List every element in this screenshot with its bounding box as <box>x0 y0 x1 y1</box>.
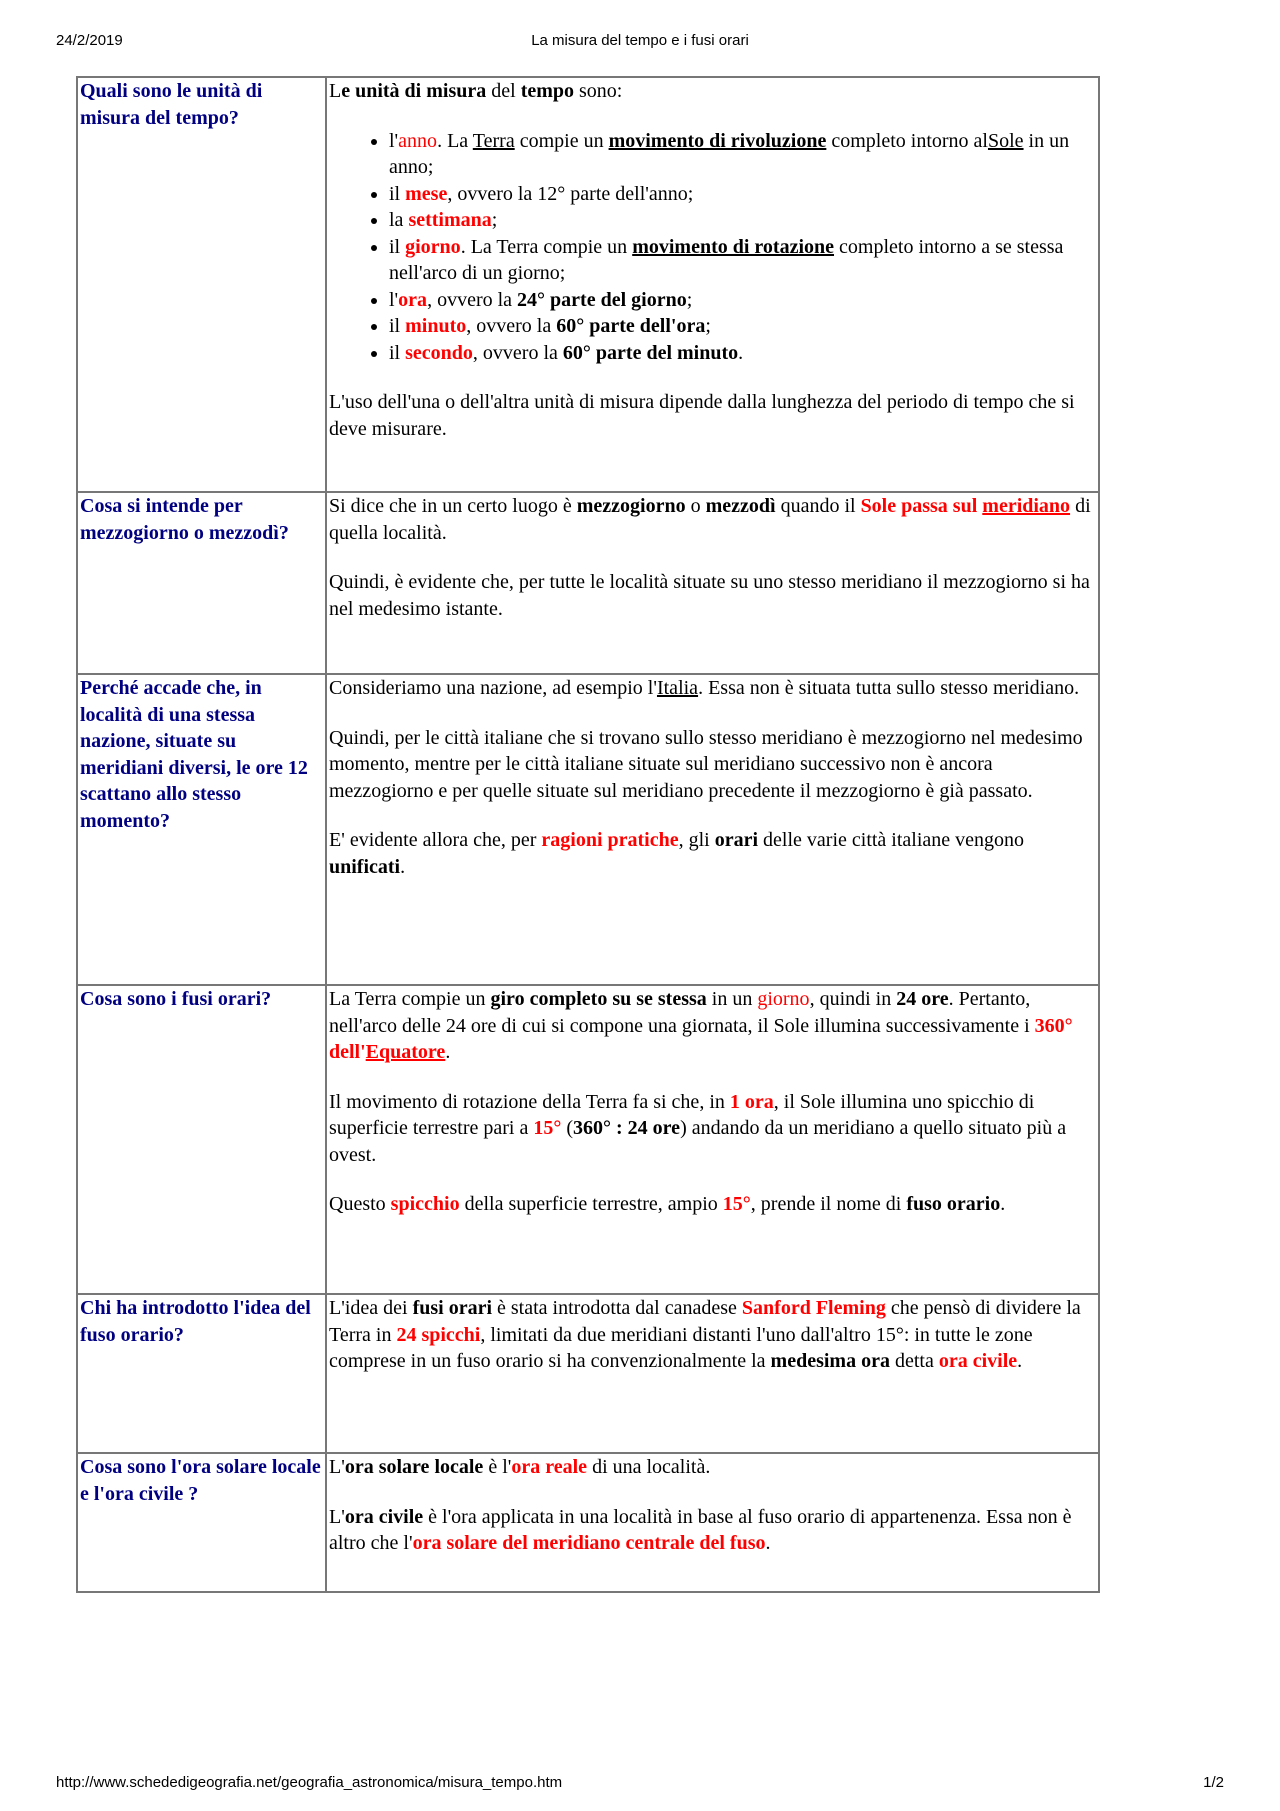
text-segment: Il movimento di rotazione della Terra fa si che, in <box>329 1090 730 1113</box>
table-row <box>77 1294 1099 1453</box>
text-segment: 24° parte del giorno <box>517 288 687 311</box>
link-text[interactable]: Sole <box>987 129 1024 152</box>
paragraph <box>329 1089 1096 1169</box>
text-segment: ora solare locale <box>344 1456 484 1478</box>
text-segment: , ovvero la <box>472 341 563 364</box>
text-segment: ; <box>491 209 498 231</box>
paragraph <box>329 569 1096 622</box>
paragraph <box>329 827 1096 880</box>
paragraph <box>329 1295 1096 1375</box>
answer-cell <box>326 1453 1099 1592</box>
link-text[interactable]: movimento di rotazione <box>632 235 835 258</box>
question-cell: Cosa sono i fusi orari? <box>77 985 326 1294</box>
list-item <box>389 181 1096 208</box>
text-segment: l' <box>389 288 399 311</box>
text-segment: è stata introdotta dal canadese <box>492 1297 742 1319</box>
bullet-list <box>329 128 1096 367</box>
text-segment: , ovvero la 12° parte dell'anno; <box>447 182 694 205</box>
text-segment: ora civile <box>344 1505 424 1528</box>
text-segment: minuto <box>405 315 467 337</box>
text-segment: compie un <box>514 129 609 152</box>
text-segment: Questo <box>329 1193 391 1215</box>
text-segment: il <box>389 341 406 364</box>
link-text[interactable]: Terra <box>472 129 515 152</box>
text-segment: ora <box>398 288 428 311</box>
text-segment: ora reale <box>511 1456 588 1478</box>
text-segment: ( <box>561 1117 573 1139</box>
text-segment: o <box>685 495 706 517</box>
paragraph <box>329 1504 1096 1557</box>
text-segment: Sole passa sul <box>860 495 983 517</box>
list-item <box>389 207 1096 234</box>
text-segment: secondo <box>405 341 473 364</box>
text-segment: E' evidente allora che, per <box>329 829 542 851</box>
text-segment: 24 spicchi <box>396 1323 481 1346</box>
text-segment: , prende il nome di <box>750 1193 907 1215</box>
text-segment: 360° : 24 ore <box>573 1117 681 1139</box>
table-row <box>77 674 1099 985</box>
list-item <box>389 128 1096 181</box>
text-segment: la <box>389 209 409 231</box>
paragraph <box>329 493 1096 546</box>
page-url: http://www.schededigeografia.net/geografia_astronomica/misura_tempo.htm <box>56 1774 563 1791</box>
text-segment: 60° parte dell'ora <box>556 315 706 337</box>
text-segment: , il Sole illumina uno spicchio di superficie terrestre pari a <box>329 1090 1035 1139</box>
text-segment: Quindi, per le città italiane che si trovano sullo stesso meridiano è mezzogiorno nel medesimo momento, mentre per le città italiane situate sul meridiano successivo non è ancora mezzogiorno e per quelle situate sul meridiano precedente il mezzogiorno è già passato. <box>329 726 1083 802</box>
text-segment: . <box>1000 1193 1006 1215</box>
paragraph <box>329 986 1096 1066</box>
answer-cell <box>326 1294 1099 1453</box>
text-segment: Quindi, è evidente che, per tutte le località situate su uno stesso meridiano il mezzogiorno si ha nel medesimo istante. <box>329 571 1090 620</box>
text-segment: che pensò di dividere la Terra in <box>329 1297 1081 1346</box>
link-text[interactable]: Italia <box>656 677 699 699</box>
print-date: 24/2/2019 <box>56 32 123 49</box>
text-segment: ; <box>705 315 711 337</box>
link-text[interactable]: meridiano <box>982 495 1071 517</box>
text-segment: delle varie città italiane vengono <box>758 829 1025 851</box>
question-cell: Perché accade che, in località di una stessa nazione, situate su meridiani diversi, le ore 12 scattano allo stesso momento? <box>77 674 326 985</box>
page-number: 1/2 <box>1203 1774 1224 1791</box>
table-row <box>77 1453 1099 1592</box>
text-segment: . Essa non è situata tutta sullo stesso meridiano. <box>698 677 1080 699</box>
text-segment: L'idea dei <box>329 1297 413 1319</box>
text-segment: 15° <box>722 1193 751 1215</box>
text-segment: 1 ora <box>729 1090 774 1113</box>
answer-cell <box>326 674 1099 985</box>
answer-cell <box>326 492 1099 674</box>
text-segment: settimana <box>408 209 492 231</box>
list-item <box>389 234 1096 287</box>
text-segment: mese <box>405 182 448 205</box>
text-segment: 15° <box>533 1117 562 1139</box>
text-segment: il <box>389 182 406 205</box>
text-segment: giorno <box>757 988 810 1010</box>
paragraph <box>329 675 1096 702</box>
text-segment: ; <box>686 288 693 311</box>
text-segment: detta <box>889 1350 939 1372</box>
answer-cell <box>326 77 1099 492</box>
text-segment: Sanford Fleming <box>741 1297 886 1319</box>
text-segment: fuso orario <box>906 1193 1001 1215</box>
text-segment: è l' <box>483 1456 512 1478</box>
text-segment: . La <box>437 129 473 152</box>
text-segment: è l'ora applicata in una località in base al fuso orario di appartenenza. Essa non è altro che l' <box>329 1505 1072 1554</box>
text-segment: 60° parte del minuto <box>562 341 739 364</box>
text-segment: L <box>329 80 342 102</box>
text-segment: L' <box>329 1456 345 1478</box>
text-segment: medesima ora <box>770 1350 890 1372</box>
text-segment: orari <box>714 829 759 851</box>
paragraph <box>329 725 1096 805</box>
text-segment: l' <box>389 129 399 152</box>
text-segment: La Terra compie un <box>329 988 491 1010</box>
text-segment: , quindi in <box>809 988 897 1010</box>
text-segment: . Pertanto, nell'arco delle 24 ore di cui si compone una giornata, il Sole illumina successivamente i <box>329 988 1035 1037</box>
text-segment: , limitati da due meridiani distanti l'uno dall'altro 15°: in tutte le zone comprese in un fuso orario si ha convenzionalmente la <box>329 1323 1033 1372</box>
paragraph <box>329 1454 1096 1481</box>
text-segment: tempo <box>520 80 575 102</box>
text-segment: e unità di misura <box>341 80 487 102</box>
page-title: La misura del tempo e i fusi orari <box>531 32 749 49</box>
link-text[interactable]: movimento di rivoluzione <box>608 129 827 152</box>
list-item <box>389 313 1096 340</box>
text-segment: in un <box>706 988 758 1010</box>
table-row <box>77 985 1099 1294</box>
text-segment: . <box>738 341 744 364</box>
text-segment: 360° dell' <box>329 1014 1073 1063</box>
text-segment: mezzodì <box>705 495 776 517</box>
text-segment: ora solare del meridiano centrale del fuso <box>412 1532 766 1554</box>
text-segment: del <box>486 80 521 102</box>
text-segment: , gli <box>678 829 715 851</box>
text-segment: fusi orari <box>412 1297 493 1319</box>
answer-cell <box>326 985 1099 1294</box>
table-row <box>77 77 1099 492</box>
text-segment: . <box>445 1041 451 1063</box>
text-segment: giorno <box>405 235 461 258</box>
text-segment: , ovvero la <box>466 315 557 337</box>
text-segment: il <box>389 315 406 337</box>
paragraph <box>329 1191 1096 1218</box>
text-segment: il <box>389 235 406 258</box>
text-segment: della superficie terrestre, ampio <box>459 1193 723 1215</box>
text-segment: completo intorno a se stessa nell'arco di un giorno; <box>389 235 1064 284</box>
text-segment: anno <box>398 129 438 152</box>
qa-table <box>76 76 1100 1593</box>
text-segment: , ovvero la <box>427 288 518 311</box>
text-segment: unificati <box>329 855 401 878</box>
text-segment: . La Terra compie un <box>460 235 633 258</box>
list-item <box>389 287 1096 314</box>
question-cell: Cosa si intende per mezzogiorno o mezzodì? <box>77 492 326 674</box>
text-segment: di quella località. <box>329 495 1091 544</box>
paragraph <box>329 389 1096 442</box>
text-segment: . <box>400 855 406 878</box>
text-segment: spicchio <box>390 1193 460 1215</box>
text-segment: L' <box>329 1505 345 1528</box>
text-segment: Si dice che in un certo luogo è <box>329 495 577 517</box>
text-segment: L'uso dell'una o dell'altra unità di misura dipende dalla lunghezza del periodo di tempo che si deve misurare. <box>329 391 1075 440</box>
link-text[interactable]: Equatore <box>365 1041 446 1063</box>
text-segment: . <box>1017 1350 1023 1372</box>
text-segment: in un anno; <box>389 129 1070 178</box>
text-segment: completo intorno al <box>826 129 988 152</box>
question-cell: Chi ha introdotto l'idea del fuso orario? <box>77 1294 326 1453</box>
question-cell: Cosa sono l'ora solare locale e l'ora civile ? <box>77 1453 326 1592</box>
text-segment: 24 ore <box>896 988 949 1010</box>
text-segment: mezzogiorno <box>576 495 686 517</box>
text-segment: ) andando da un meridiano a quello situato più a ovest. <box>329 1117 1067 1166</box>
question-cell: Quali sono le unità di misura del tempo? <box>77 77 326 492</box>
text-segment: ora civile <box>938 1350 1018 1372</box>
paragraph <box>329 78 1096 105</box>
text-segment: . <box>765 1532 771 1554</box>
table-row <box>77 492 1099 674</box>
text-segment: quando il <box>775 495 861 517</box>
text-segment: ragioni pratiche <box>541 829 679 851</box>
text-segment: Consideriamo una nazione, ad esempio l' <box>329 677 657 699</box>
text-segment: sono: <box>574 80 623 102</box>
text-segment: giro completo su se stessa <box>490 988 707 1010</box>
list-item <box>389 340 1096 367</box>
text-segment: di una località. <box>587 1456 711 1478</box>
